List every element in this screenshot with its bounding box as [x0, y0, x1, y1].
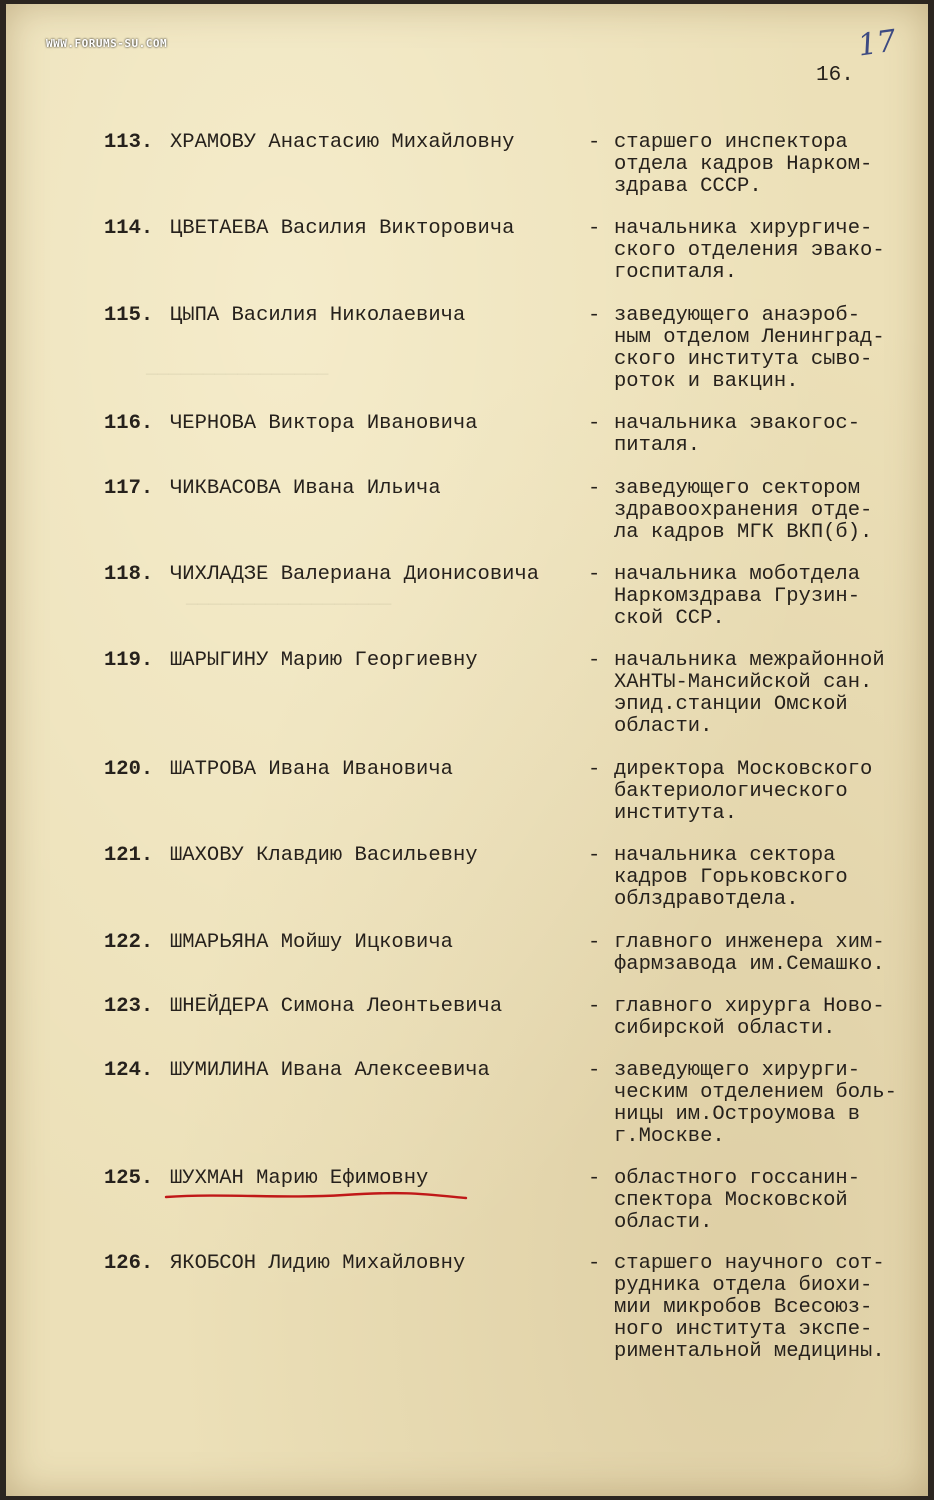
position-line: ного института экспе- [614, 1318, 873, 1341]
entry-name: ЦВЕТАЕВА Василия Викторовича [170, 217, 515, 240]
entry-name: ШМАРЬЯНА Мойшу Ицковича [170, 931, 453, 954]
entry-number: 114. [104, 217, 154, 240]
award-list [6, 4, 928, 1496]
position-line: здравоохранения отде- [614, 499, 873, 522]
entry-number: 125. [104, 1167, 154, 1190]
entry-dash: - [588, 649, 601, 672]
position-line: рудника отдела биохи- [614, 1274, 873, 1297]
entry-number: 113. [104, 131, 154, 154]
position-line: эпид.станции Омской [614, 693, 848, 716]
position-line: старшего инспектора [614, 131, 848, 154]
position-line: бактериологического [614, 780, 848, 803]
entry-dash: - [588, 1059, 601, 1082]
position-line: госпиталя. [614, 261, 738, 284]
position-line: ческим отделением боль- [614, 1081, 897, 1104]
entry-position [614, 1253, 924, 1363]
position-line: института. [614, 802, 738, 825]
entry-number: 118. [104, 563, 154, 586]
position-line: начальника хирургиче- [614, 217, 873, 240]
entry-name: ШУМИЛИНА Ивана Алексеевича [170, 1059, 490, 1082]
position-line: ницы им.Остроумова в [614, 1103, 861, 1126]
position-line: ла кадров МГК ВКП(б). [614, 521, 873, 544]
red-underline-stroke [166, 1193, 466, 1198]
position-line: г.Москве. [614, 1125, 725, 1148]
position-line: риментальной медицины. [614, 1340, 885, 1363]
entry-dash: - [588, 931, 601, 954]
position-line: начальника сектора [614, 844, 836, 867]
entry-dash: - [588, 131, 601, 154]
position-line: заведующего хирурги- [614, 1059, 861, 1082]
entry-position [614, 305, 924, 393]
entry-name: ЯКОБСОН Лидию Михайловну [170, 1252, 466, 1275]
position-line: роток и вакцин. [614, 370, 799, 393]
entry-position [614, 845, 924, 911]
entry-dash: - [588, 1167, 601, 1190]
entry-dash: - [588, 563, 601, 586]
entry-position [614, 759, 924, 825]
position-line: питаля. [614, 434, 701, 457]
entry-name: ЧИХЛАДЗЕ Валериана Дионисовича [170, 563, 540, 586]
position-line: начальника моботдела [614, 563, 861, 586]
document-page [6, 4, 928, 1496]
entry-name: ШАРЫГИНУ Марию Георгиевну [170, 649, 478, 672]
position-line: директора Московского [614, 758, 873, 781]
position-line: сибирской области. [614, 1017, 836, 1040]
position-line: области. [614, 715, 713, 738]
entry-position [614, 564, 924, 630]
entry-name: ЧИКВАСОВА Ивана Ильича [170, 477, 441, 500]
entry-position [614, 650, 924, 738]
entry-number: 117. [104, 477, 154, 500]
entry-dash: - [588, 477, 601, 500]
entry-position [614, 132, 924, 198]
entry-number: 119. [104, 649, 154, 672]
entry-position [614, 218, 924, 284]
page-number: 16. [816, 64, 854, 87]
position-line: спектора Московской [614, 1189, 848, 1212]
entry-position [614, 996, 924, 1040]
entry-name: ХРАМОВУ Анастасию Михайловну [170, 131, 515, 154]
position-line: облздравотдела. [614, 888, 799, 911]
entry-number: 121. [104, 844, 154, 867]
position-line: ского института сыво- [614, 348, 873, 371]
entry-name: ШАХОВУ Клавдию Васильевну [170, 844, 478, 867]
entry-number: 122. [104, 931, 154, 954]
archive-sheet-number: 17 [855, 23, 899, 64]
entry-dash: - [588, 412, 601, 435]
position-line: областного госсанин- [614, 1167, 861, 1190]
position-line: здрава СССР. [614, 175, 762, 198]
entry-name: ЦЫПА Василия Николаевича [170, 304, 466, 327]
entry-number: 120. [104, 758, 154, 781]
entry-dash: - [588, 995, 601, 1018]
position-line: начальника межрайонной [614, 649, 885, 672]
entry-number: 126. [104, 1252, 154, 1275]
entry-dash: - [588, 844, 601, 867]
position-line: главного хирурга Ново- [614, 995, 885, 1018]
site-watermark: WWW.FORUMS-SU.COM [46, 37, 168, 50]
entry-number: 124. [104, 1059, 154, 1082]
position-line: начальника эвакогос- [614, 412, 861, 435]
position-line: Наркомздрава Грузин- [614, 585, 861, 608]
position-line: отдела кадров Нарком- [614, 153, 873, 176]
entry-position [614, 478, 924, 544]
position-line: ным отделом Ленинград- [614, 326, 885, 349]
red-pen-underline [164, 1191, 468, 1201]
bleed-through-text: ──────────────── [146, 364, 329, 386]
position-line: заведующего сектором [614, 477, 861, 500]
position-line: кадров Горьковского [614, 866, 848, 889]
position-line: ХАНТЫ-Мансийской сан. [614, 671, 873, 694]
position-line: фармзавода им.Семашко. [614, 953, 885, 976]
entry-name: ШУХМАН Марию Ефимовну [170, 1167, 429, 1190]
entry-position [614, 1060, 924, 1148]
position-line: заведующего анаэроб- [614, 304, 861, 327]
entry-number: 116. [104, 412, 154, 435]
position-line: области. [614, 1211, 713, 1234]
position-line: ской ССР. [614, 607, 725, 630]
position-line: старшего научного сот- [614, 1252, 885, 1275]
entry-dash: - [588, 304, 601, 327]
position-line: мии микробов Всесоюз- [614, 1296, 873, 1319]
position-line: ского отделения эвако- [614, 239, 885, 262]
position-line: главного инженера хим- [614, 931, 885, 954]
entry-number: 123. [104, 995, 154, 1018]
entry-position [614, 1168, 924, 1234]
entry-position [614, 413, 924, 457]
entry-name: ЧЕРНОВА Виктора Ивановича [170, 412, 478, 435]
entry-dash: - [588, 1252, 601, 1275]
entry-dash: - [588, 217, 601, 240]
entry-dash: - [588, 758, 601, 781]
entry-name: ШАТРОВА Ивана Ивановича [170, 758, 453, 781]
entry-position [614, 932, 924, 976]
entry-name: ШНЕЙДЕРА Симона Леонтьевича [170, 995, 503, 1018]
entry-number: 115. [104, 304, 154, 327]
bleed-through-text: ────────────────── [186, 594, 392, 616]
